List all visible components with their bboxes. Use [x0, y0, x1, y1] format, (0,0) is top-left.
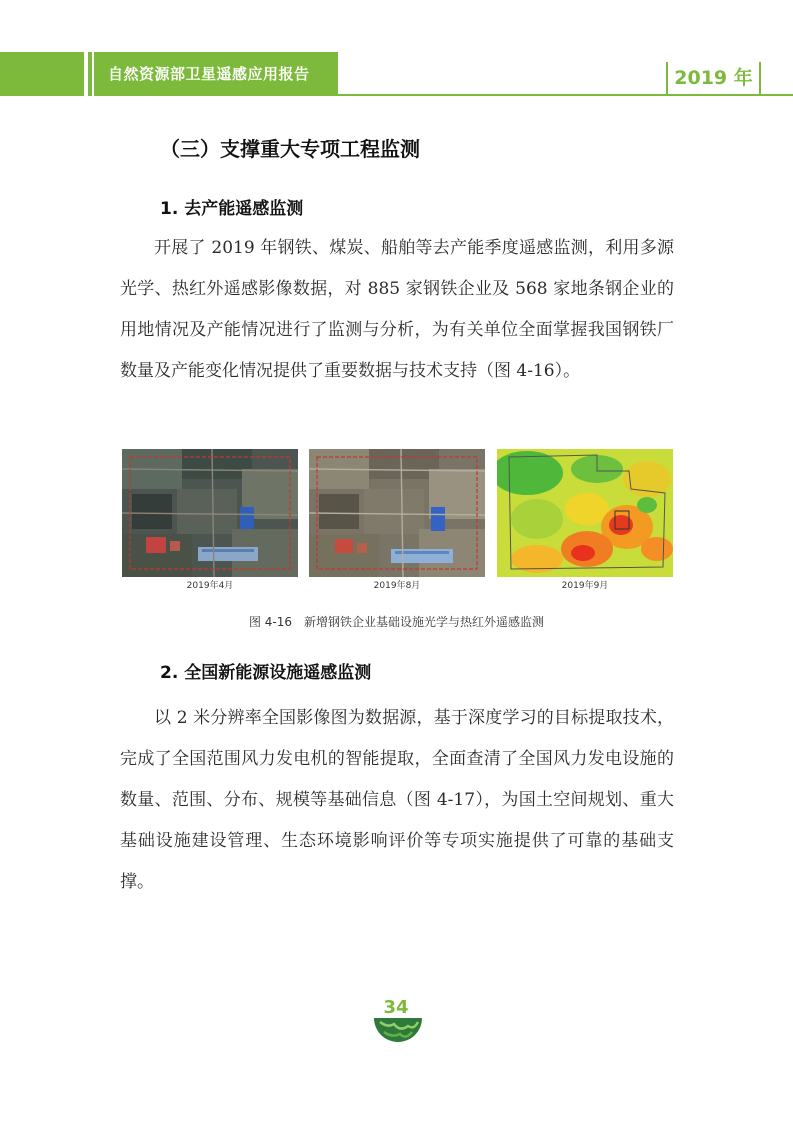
figure-number: 图 4-16: [248, 615, 293, 629]
thermal-image-september: [497, 449, 673, 577]
body-paragraph: 开展了 2019 年钢铁、煤炭、船舶等去产能季度遥感监测，利用多源光学、热红外遥感影像数据，对 885 家钢铁企业及 568 家地条钢企业的用地情况及产能情况进行了监测与分析，为有关单位全面掌握我国钢铁厂数量及产能变化情况提供了重要数据与技术支持（图 4-16）。: [120, 238, 674, 381]
satellite-image-august: [309, 449, 485, 577]
report-title: 自然资源部卫星遥感应用报告: [108, 65, 310, 83]
figure-caption: [0, 612, 793, 632]
year-bracket-right: [759, 62, 761, 96]
globe-icon: [374, 1018, 422, 1042]
satellite-optical-image-icon: [309, 449, 485, 577]
header-rule: [338, 94, 793, 96]
subsection-heading-new-energy: 2. 全国新能源设施遥感监测: [160, 663, 372, 683]
image-label: 2019年8月: [373, 581, 421, 591]
page-number: 34: [383, 997, 409, 1018]
satellite-image-april: [122, 449, 298, 577]
body-paragraph: 以 2 米分辨率全国影像图为数据源，基于深度学习的目标提取技术，完成了全国范围风力发电机的智能提取，全面查清了全国风力发电设施的数量、范围、分布、规模等基础信息（图 4-17），为国土空间规划、重大基础设施建设管理、生态环境影响评价等专项实施提供了可靠的基础支撑。: [120, 708, 674, 892]
thermal-infrared-heatmap-icon: [497, 449, 673, 577]
header-stripe: [84, 52, 88, 96]
report-year: 2019 年: [674, 67, 753, 89]
subsection-heading-capacity-reduction: 1. 去产能遥感监测: [160, 199, 304, 219]
figure-caption-text: 新增钢铁企业基础设施光学与热红外遥感监测: [304, 615, 545, 629]
section-heading: （三）支撑重大专项工程监测: [160, 137, 420, 161]
satellite-optical-image-icon: [122, 449, 298, 577]
image-label: 2019年4月: [186, 581, 234, 591]
header-stripe: [92, 52, 94, 96]
image-label: 2019年9月: [561, 581, 609, 591]
